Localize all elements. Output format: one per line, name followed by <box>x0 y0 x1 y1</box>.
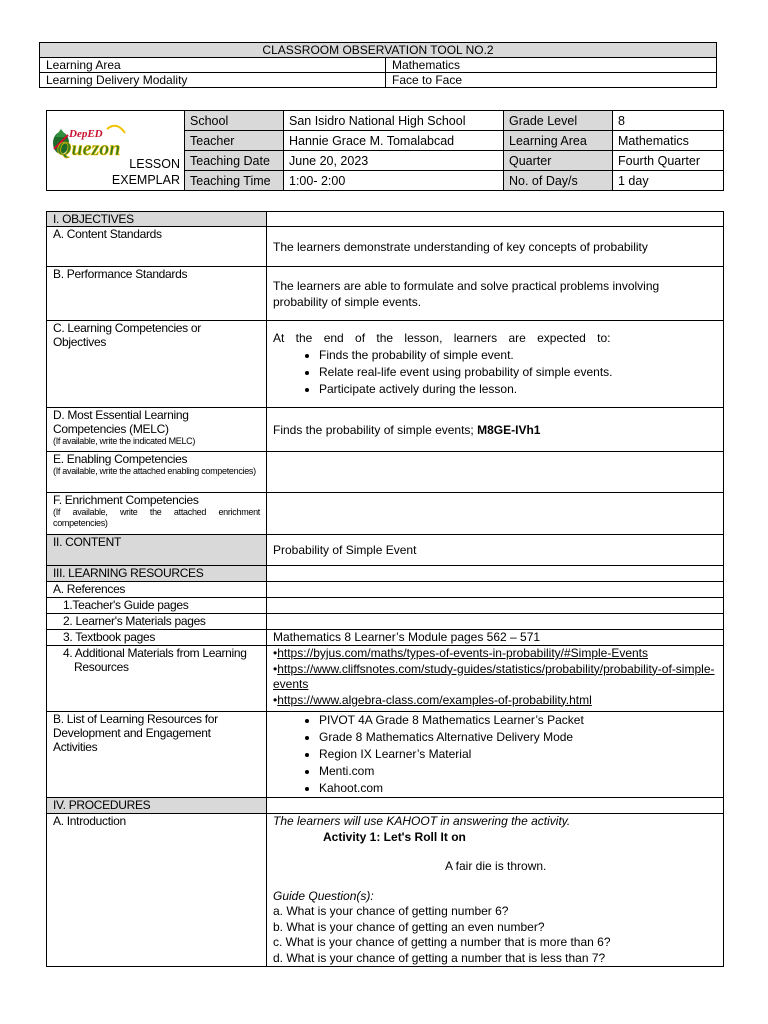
tool-learning-area-label: Learning Area <box>40 58 386 73</box>
tool-modality-value: Face to Face <box>386 73 717 88</box>
teaching-time-label: Teaching Time <box>185 171 284 191</box>
teacher-label: Teacher <box>185 131 284 151</box>
additional-materials-label: 4. Additional Materials from Learning <box>63 646 247 660</box>
activity-title: Activity 1: Let's Roll It on <box>323 829 466 844</box>
observation-tool-table <box>39 42 717 88</box>
enabling-label: E. Enabling Competencies <box>53 452 188 466</box>
die-text: A fair die is thrown. <box>445 859 547 873</box>
tool-learning-area-value: Mathematics <box>386 58 717 73</box>
learning-resources-heading: III. LEARNING RESOURCES <box>47 566 267 582</box>
introduction-label: A. Introduction <box>47 814 267 967</box>
tool-modality-label: Learning Delivery Modality <box>40 73 386 88</box>
guide-question: d. What is your chance of getting a number that is less than 7? <box>273 950 606 965</box>
enrichment-label-cell <box>47 493 267 535</box>
guide-questions-label: Guide Question(s): <box>273 888 374 903</box>
teaching-date-label: Teaching Date <box>185 151 284 171</box>
school-label: School <box>185 111 284 131</box>
learners-materials-label: 2. Learner's Materials pages <box>47 614 267 630</box>
references-label: A. References <box>47 582 267 598</box>
resources-list <box>273 712 717 797</box>
competency-item: • Finds the probability of simple event. <box>319 347 717 364</box>
resource-link[interactable]: https://byjus.com/maths/types-of-events-in-probability/#Simple-Events <box>277 646 649 660</box>
logo-cell <box>47 111 185 191</box>
quarter-value: Fourth Quarter <box>613 151 724 171</box>
content-heading: II. CONTENT <box>47 535 267 566</box>
teaching-time-value: 1:00- 2:00 <box>284 171 504 191</box>
logo-quezon-text: Quezon <box>57 138 121 160</box>
enrichment-label: F. Enrichment Competencies <box>53 493 199 507</box>
competency-item: • Participate actively during the lesson. <box>319 381 717 398</box>
resource-item: • Region IX Learner’s Material <box>319 746 717 763</box>
resources-list-label: B. List of Learning Resources for Development and Engagement Activities <box>47 712 267 798</box>
teaching-date-value: June 20, 2023 <box>284 151 504 171</box>
procedures-heading: IV. PROCEDURES <box>47 798 267 814</box>
melc-value: Finds the probability of simple events; <box>273 422 474 437</box>
resource-item: • PIVOT 4A Grade 8 Mathematics Learner’s Packet <box>319 712 717 729</box>
textbook-label: 3. Textbook pages <box>47 630 267 646</box>
resource-item: • Kahoot.com <box>319 780 717 797</box>
melc-value-cell <box>267 408 724 452</box>
competencies-label: C. Learning Competencies or Objectives <box>47 321 267 408</box>
objectives-heading: I. OBJECTIVES <box>47 212 267 227</box>
guide-question: a. What is your chance of getting number 6? <box>273 904 509 918</box>
competency-item: • Relate real-life event using probability of simple events. <box>319 364 717 381</box>
lesson-header-table <box>46 110 724 191</box>
melc-note: (If available, write the indicated MELC) <box>53 436 196 446</box>
quarter-label: Quarter <box>504 151 613 171</box>
melc-label-cell <box>47 408 267 452</box>
resource-item: • Menti.com <box>319 763 717 780</box>
tool-title: CLASSROOM OBSERVATION TOOL NO.2 <box>40 43 717 58</box>
lesson-exemplar-label: LESSON EXEMPLAR <box>111 157 180 187</box>
school-value: San Isidro National High School <box>284 111 504 131</box>
melc-code: M8GE-IVh1 <box>477 422 541 437</box>
grade-level-value: 8 <box>613 111 724 131</box>
enabling-note: (If available, write the attached enabling competencies) <box>53 466 256 476</box>
resource-link[interactable]: https://www.cliffsnotes.com/study-guides/statistics/probability/probability-of-simple-events <box>273 661 715 691</box>
competencies-list <box>273 347 717 398</box>
enabling-label-cell <box>47 452 267 493</box>
grade-level-label: Grade Level <box>504 111 613 131</box>
additional-materials-label-cell <box>47 646 267 712</box>
teacher-value: Hannie Grace M. Tomalabcad <box>284 131 504 151</box>
enrichment-note: (If available, write the attached enrichment competencies) <box>53 507 260 528</box>
resource-item: • Grade 8 Mathematics Alternative Delivery Mode <box>319 729 717 746</box>
introduction-cell <box>267 814 724 967</box>
textbook-value: Mathematics 8 Learner’s Module pages 562 – 571 <box>267 630 724 646</box>
content-value: Probability of Simple Event <box>267 535 724 566</box>
competencies-cell <box>267 321 724 408</box>
resource-link[interactable]: https://www.algebra-class.com/examples-of-probability.html <box>277 692 592 707</box>
logo-deped-text: DepED <box>69 128 103 140</box>
kahoot-note: The learners will use KAHOOT in answering the activity. <box>273 814 571 828</box>
learning-area-label: Learning Area <box>504 131 613 151</box>
days-label: No. of Day/s <box>504 171 613 191</box>
resources-list-cell <box>267 712 724 798</box>
performance-standards-label: B. Performance Standards <box>47 267 267 321</box>
learning-area-value: Mathematics <box>613 131 724 151</box>
additional-materials-label-cont: Resources <box>74 660 129 674</box>
guide-question: b. What is your chance of getting an even number? <box>273 919 545 934</box>
days-value: 1 day <box>613 171 724 191</box>
content-standards-label: A. Content Standards <box>47 227 267 267</box>
performance-standards-value: The learners are able to formulate and solve practical problems involving probability of simple events. <box>267 267 724 321</box>
content-standards-value: The learners demonstrate understanding of key concepts of probability <box>267 227 724 267</box>
lesson-plan-table <box>46 211 724 967</box>
teachers-guide-label: 1.Teacher's Guide pages <box>47 598 267 614</box>
guide-question: c. What is your chance of getting a number that is more than 6? <box>273 935 611 949</box>
additional-links-cell: •https://byjus.com/maths/types-of-events-in-probability/#Simple-Events •https://www.cliffsnotes.com/study-guides/statistics/probability/probability-of-simple-events •https://www.algebra-class.com/examples-of-probability.html <box>267 646 724 712</box>
competencies-intro: At the end of the lesson, learners are expected to: <box>273 331 611 345</box>
melc-label: D. Most Essential Learning Competencies (MELC) <box>53 408 189 436</box>
